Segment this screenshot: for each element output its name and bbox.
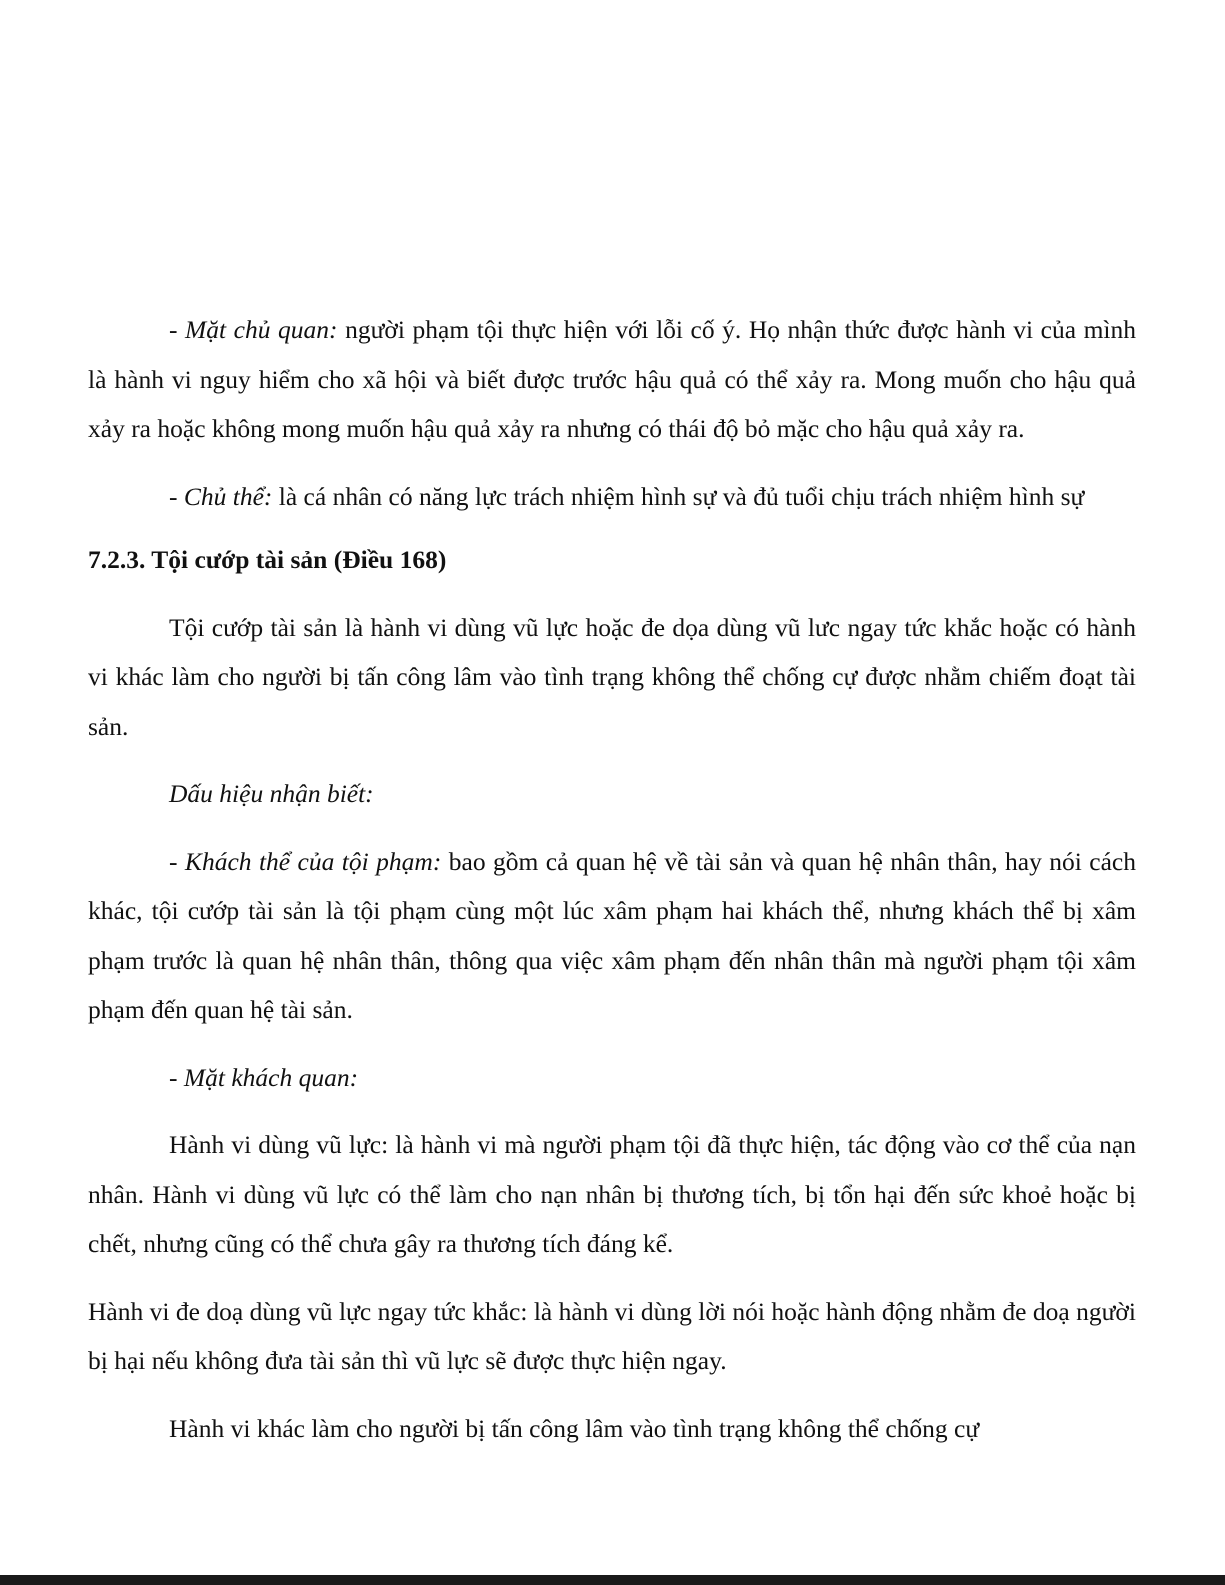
bottom-edge-bar xyxy=(0,1575,1225,1585)
paragraph-mat-chu-quan xyxy=(88,305,1136,454)
label-mat-chu-quan: - Mặt chủ quan: xyxy=(169,315,338,344)
paragraph-chu-the xyxy=(88,472,1136,522)
paragraph-hanh-vi-khac: Hành vi khác làm cho người bị tấn công lâm vào tình trạng không thể chống cự xyxy=(169,1413,980,1443)
label-chu-the: - Chủ thể: xyxy=(169,481,273,511)
paragraph-de-doa: Hành vi đe doạ dùng vũ lực ngay tức khắc: là hành vi dùng lời nói hoặc hành động nhằm đe doạ người bị hại nếu không đưa tài sản thì vũ lực sẽ được thực hiện ngay. xyxy=(88,1296,1136,1375)
paragraph-mat-khach-quan xyxy=(88,1053,1136,1103)
paragraph-hanh-vi-vu-luc: Hành vi dùng vũ lực: là hành vi mà người phạm tội đã thực hiện, tác động vào cơ thể của nạn nhân. Hành vi dùng vũ lực có thể làm cho nạn nhân bị thương tích, bị tổn hại đến sức khoẻ hoặc bị chết, nhưng cũng có thể chưa gây ra thương tích đáng kể. xyxy=(88,1130,1136,1258)
label-mat-khach-quan: - Mặt khách quan: xyxy=(169,1062,359,1092)
section-heading: 7.2.3. Tội cướp tài sản (Điều 168) xyxy=(88,545,447,574)
label-dau-hieu: Dấu hiệu nhận biết: xyxy=(169,779,374,808)
text-mat-chu-quan: người phạm tội thực hiện với lỗi cố ý. Họ nhận thức được hành vi của mình là hành vi nguy hiểm cho xã hội và biết được trước hậu quả có thể xảy ra. Mong muốn cho hậu quả xảy ra hoặc không mong muốn hậu quả xảy ra nhưng có thái độ bỏ mặc cho hậu quả xảy ra. xyxy=(88,315,1136,443)
paragraph-khach-the xyxy=(88,837,1136,1035)
paragraph-dau-hieu xyxy=(88,769,1136,819)
document-page xyxy=(88,305,1136,1453)
text-chu-the: là cá nhân có năng lực trách nhiệm hình sự và đủ tuổi chịu trách nhiệm hình sự xyxy=(272,481,1085,511)
paragraph-definition: Tội cướp tài sản là hành vi dùng vũ lực hoặc đe dọa dùng vũ lưc ngay tức khắc hoặc có hành vi khác làm cho người bị tấn công lâm vào tình trạng không thể chống cự được nhằm chiếm đoạt tài sản. xyxy=(88,612,1136,741)
text-khach-the: bao gồm cả quan hệ về tài sản và quan hệ nhân thân, hay nói cách khác, tội cướp tài sản là tội phạm cùng một lúc xâm phạm hai khách thể, nhưng khách thể bị xâm phạm trước là quan hệ nhân thân, thông qua việc xâm phạm đến nhân thân mà người phạm tội xâm phạm đến quan hệ tài sản. xyxy=(88,846,1136,1024)
label-khach-the: - Khách thể của tội phạm: xyxy=(169,846,442,876)
